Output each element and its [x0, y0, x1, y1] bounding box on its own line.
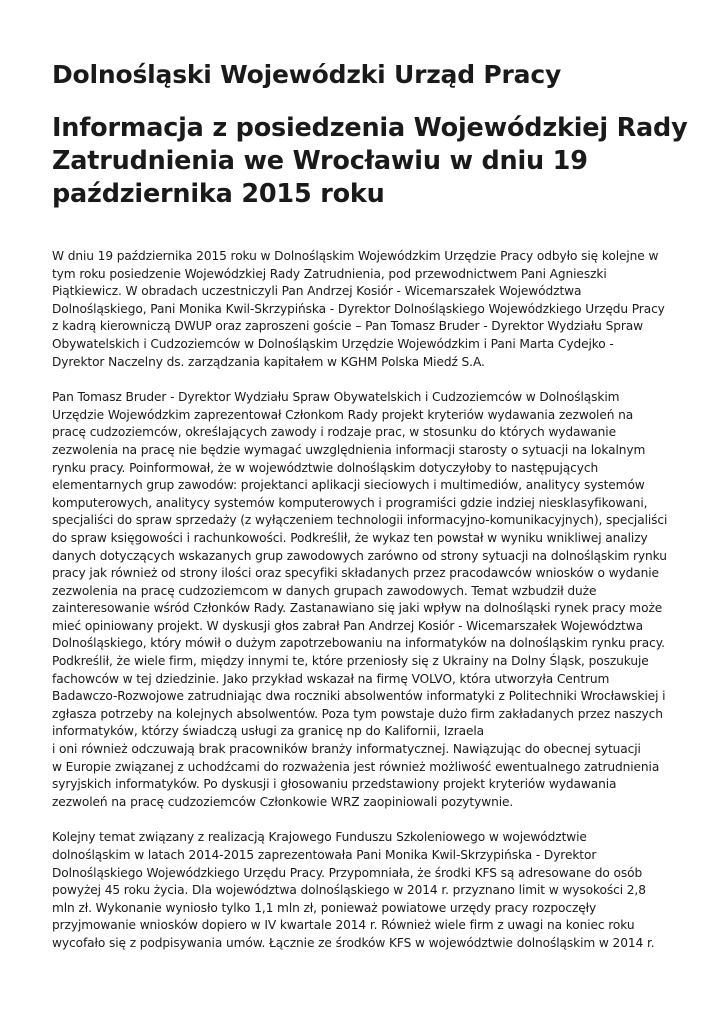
paragraph-line: tym roku posiedzenie Wojewódzkiej Rady Zatrudnienia, pod przewodnictwem Pani Agnieszki — [52, 266, 607, 281]
paragraph-line: Dyrektor Naczelny ds. zarządzania kapitałem w KGHM Polska Miedź S.A. — [52, 354, 485, 369]
paragraph-line: dolnośląskim w latach 2014-2015 zaprezentowała Pani Monika Kwil-Skrzypińska - Dyrektor — [52, 848, 597, 862]
paragraph-line: Dolnośląskiego Wojewódzkiego Urzędu Pracy. Przypomniała, że środki KFS są adresowane do osób — [52, 865, 643, 880]
paragraph-line: Obywatelskich i Cudzoziemców w Dolnośląskim Urzędzie Wojewódzkim i Pani Marta Cydejko - — [52, 336, 614, 351]
paragraph-line: W dniu 19 października 2015 roku w Dolnośląskim Wojewódzkim Urzędzie Pracy odbyło się kolejne w — [52, 249, 659, 263]
document-title-line: października 2015 roku — [52, 179, 385, 209]
paragraph-line: Kolejny temat związany z realizacją Krajowego Funduszu Szkoleniowego w województwie — [52, 830, 587, 845]
paragraph-line: Dolnośląskiego, który mówił o dużym zapotrzebowaniu na informatyków na dolnośląskim rynku pracy. — [52, 636, 665, 651]
paragraph-line: zezwolenia na pracę nie będzie wymagać uwzględnienia informacji starosty o sytuacji na lokalnym — [52, 442, 646, 457]
paragraph-line: wycofało się z podpisywania umów. Łącznie ze środków KFS w województwie dolnośląskim w 2014 r. — [52, 935, 655, 950]
paragraph-line: specjaliści do spraw sprzedaży (z wyłączeniem technologii informacyjno-komunikacyjnych), specjaliści — [52, 513, 668, 528]
paragraph — [52, 389, 673, 811]
paragraph — [52, 248, 673, 371]
paragraph-line: komputerowych, analitycy systemów komputerowych i programiści gdzie indziej niesklasyfikowani, — [52, 495, 648, 510]
document-body — [52, 248, 673, 953]
paragraph-line: z kadrą kierowniczą DWUP oraz zaproszeni goście – Pan Tomasz Bruder - Dyrektor Wydziału Spraw — [52, 319, 643, 334]
paragraph-line: zainteresowanie wśród Członków Rady. Zastanawiano się jaki wpływ na dolnośląski rynek pracy może — [52, 601, 663, 616]
paragraph-line: fachowców w tej dziedzinie. Jako przykład wskazał na firmę VOLVO, która utworzyła Centrum — [52, 671, 610, 686]
organization-title: Dolnośląski Wojewódzki Urząd Pracy — [52, 60, 562, 89]
paragraph-line: pracę cudzoziemców, określających zawody i rodzaje prac, w stosunku do których wydawanie — [52, 425, 616, 440]
document-title-line: Informacja z posiedzenia Wojewódzkiej Rady — [52, 113, 688, 143]
paragraph — [52, 829, 673, 952]
paragraph-line: zezwolenia na pracę cudzoziemcom w danych grupach zawodowych. Temat wzbudził duże — [52, 583, 597, 598]
paragraph-line: przyjmowanie wniosków dopiero w IV kwartale 2014 r. Również wiele firm z uwagi na koniec roku — [52, 918, 635, 933]
document-title — [52, 112, 688, 211]
paragraph-line: Pan Tomasz Bruder - Dyrektor Wydziału Spraw Obywatelskich i Cudzoziemców w Dolnośląskim — [52, 390, 620, 405]
paragraph-line: do spraw księgowości i rachunkowości. Podkreślił, że wykaz ten powstał w wyniku wnikliwej analizy — [52, 530, 648, 545]
paragraph-line: pracy jak również od strony ilości oraz specyfiki składanych przez pracodawców wniosków o wydanie — [52, 566, 659, 581]
paragraph-line: powyżej 45 roku życia. Dla województwa dolnośląskiego w 2014 r. przyznano limit w wysokości 2,8 — [52, 883, 646, 898]
paragraph-line: elementarnych grup zawodów: projektanci aplikacji sieciowych i multimediów, analitycy systemów — [52, 478, 645, 493]
paragraph-line: w Europie związanej z uchodźcami do rozważenia jest również możliwość ewentualnego zatrudnienia — [52, 759, 660, 774]
paragraph-line: rynku pracy. Poinformował, że w województwie dolnośląskim dotyczyłoby to następujących — [52, 460, 599, 475]
document-title-line: Zatrudnienia we Wrocławiu w dniu 19 — [52, 146, 588, 176]
paragraph-line: Badawczo-Rozwojowe zatrudniając dwa roczniki absolwentów informatyki z Politechniki Wrocławskiej i — [52, 689, 666, 704]
paragraph-line: mieć opiniowany projekt. W dyskusji głos zabrał Pan Andrzej Kosiór - Wicemarszałek Województwa — [52, 618, 643, 633]
paragraph-line: mln zł. Wykonanie wyniosło tylko 1,1 mln zł, ponieważ powiatowe urzędy pracy rozpoczęły — [52, 900, 597, 915]
paragraph-line: Urzędzie Wojewódzkim zaprezentował Członkom Rady projekt kryteriów wydawania zezwoleń na — [52, 407, 634, 422]
paragraph-line: Piątkiewicz. W obradach uczestniczyli Pan Andrzej Kosiór - Wicemarszałek Województwa — [52, 284, 582, 299]
paragraph-line: Dolnośląskiego, Pani Monika Kwil-Skrzypińska - Dyrektor Dolnośląskiego Wojewódzkiego Urzędu Pracy — [52, 301, 665, 316]
paragraph-line: informatyków, którzy świadczą usługi za granicę np do Kalifornii, Izraela — [52, 724, 485, 739]
paragraph-line: Podkreślił, że wiele firm, między innymi te, które przeniosły się z Ukrainy na Dolny Śląsk, poszukuje — [52, 654, 649, 669]
paragraph-line: syryjskich informatyków. Po dyskusji i głosowaniu przedstawiony projekt kryteriów wydawania — [52, 777, 617, 792]
paragraph-line: zgłasza potrzeby na kolejnych absolwentów. Poza tym powstaje dużo firm zakładanych przez naszych — [52, 706, 663, 721]
paragraph-line: i oni również odczuwają brak pracowników branży informatycznej. Nawiązując do obecnej sytuacji — [52, 742, 641, 757]
paragraph-line: danych dotyczących wskazanych grup zawodowych zarówno od strony sytuacji na dolnośląskim rynku — [52, 548, 667, 563]
paragraph-line: zezwoleń na pracę cudzoziemców Członkowie WRZ zaopiniowali pozytywnie. — [52, 794, 514, 809]
